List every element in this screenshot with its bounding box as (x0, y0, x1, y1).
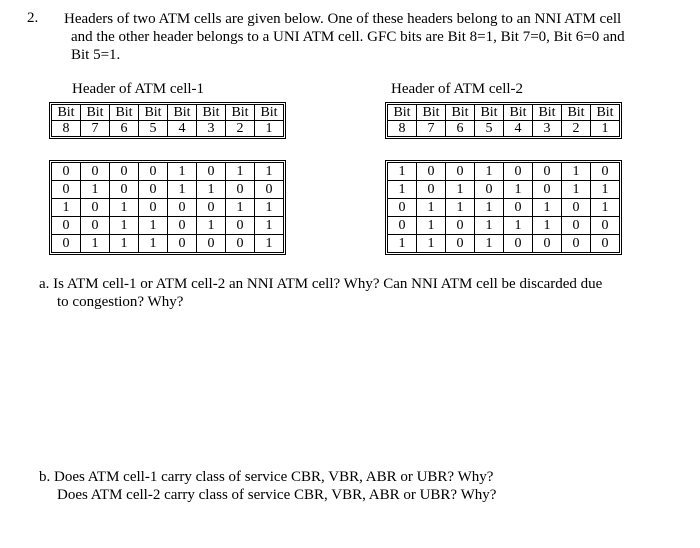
cell1-bit-cell: 1 (197, 217, 226, 235)
cell1-bit-header-table (51, 104, 284, 137)
cell1-header-bit-number: 2 (226, 121, 255, 137)
cell2-bit-cell: 0 (388, 217, 417, 235)
cell1-bit-cell: 0 (226, 181, 255, 199)
cell1-bit-cell: 1 (255, 199, 284, 217)
cell1-bit-cell: 0 (139, 199, 168, 217)
cell1-header-bit-label: Bit (197, 105, 226, 121)
cell1-header-bit-label: Bit (168, 105, 197, 121)
cell1-bit-cell: 0 (197, 199, 226, 217)
cell1-header-bit-number: 4 (168, 121, 197, 137)
cell2-bit-cell: 0 (504, 163, 533, 181)
cell2-bit-cell: 1 (446, 181, 475, 199)
intro-line-1: Headers of two ATM cells are given below. One of these headers belong to an NNI ATM cell (64, 11, 622, 27)
cell2-bit-cell: 1 (533, 217, 562, 235)
cell2-octet-row (388, 181, 620, 199)
cell1-bit-cell: 1 (81, 181, 110, 199)
cell2-header-top-row (388, 105, 620, 121)
cell2-header-bit-label: Bit (562, 105, 591, 121)
cell2-header-bit-label: Bit (475, 105, 504, 121)
question-intro (64, 10, 674, 64)
cell1-bit-cell: 1 (168, 163, 197, 181)
cell1-header-bit-label: Bit (110, 105, 139, 121)
cell2-bit-cell: 1 (446, 199, 475, 217)
cell2-caption: Header of ATM cell-2 (391, 81, 524, 97)
cell1-bit-cell: 1 (81, 235, 110, 253)
cell1-header-bit-label: Bit (226, 105, 255, 121)
cell2-header-bit-number: 5 (475, 121, 504, 137)
cell1-header-bit-number: 1 (255, 121, 284, 137)
cell1-bit-cell: 1 (255, 163, 284, 181)
cell1-bit-cell: 0 (168, 235, 197, 253)
cell1-caption: Header of ATM cell-1 (72, 81, 205, 97)
cell1-bit-cell: 0 (168, 217, 197, 235)
cell2-bit-cell: 1 (504, 217, 533, 235)
cell2-octet-row (388, 199, 620, 217)
cell2-bit-cell: 1 (591, 181, 620, 199)
cell1-header-bit-number: 6 (110, 121, 139, 137)
cell2-header-bit-number: 3 (533, 121, 562, 137)
cell2-header-bit-number: 8 (388, 121, 417, 137)
cell2-bit-cell: 0 (562, 217, 591, 235)
cell1-header-bottom-row (52, 121, 284, 137)
cell1-bit-cell: 0 (226, 217, 255, 235)
cell2-bit-cell: 0 (562, 235, 591, 253)
cell1-header-bit-number: 7 (81, 121, 110, 137)
cell1-bit-cell: 0 (168, 199, 197, 217)
cell2-header-bit-label: Bit (446, 105, 475, 121)
cell2-bit-cell: 0 (533, 163, 562, 181)
cell2-octet-row (388, 217, 620, 235)
cell2-header-bit-label: Bit (533, 105, 562, 121)
cell1-header-bit-number: 8 (52, 121, 81, 137)
cell1-header-bit-number: 5 (139, 121, 168, 137)
cell2-bit-cell: 1 (388, 181, 417, 199)
cell2-bit-cell: 0 (388, 199, 417, 217)
cell1-bit-cell: 0 (197, 235, 226, 253)
cell2-bit-cell: 0 (417, 181, 446, 199)
part-a-line-2: to congestion? Why? (57, 294, 184, 310)
cell2-bit-cell: 0 (504, 235, 533, 253)
cell1-bit-cell: 0 (52, 181, 81, 199)
cell2-header-bit-label: Bit (504, 105, 533, 121)
part-a-line-1: a. Is ATM cell-1 or ATM cell-2 an NNI ATM cell? Why? Can NNI ATM cell be discarded due (39, 276, 603, 292)
cell1-bit-cell: 1 (255, 217, 284, 235)
cell2-bit-cell: 1 (417, 217, 446, 235)
cell2-header-bit-number: 4 (504, 121, 533, 137)
cell2-bit-cell: 1 (562, 163, 591, 181)
cell2-bit-cell: 0 (533, 181, 562, 199)
cell1-octet-row (52, 163, 284, 181)
cell1-bit-cell: 0 (197, 163, 226, 181)
cell1-bit-cell: 1 (139, 217, 168, 235)
cell2-bit-cell: 1 (475, 163, 504, 181)
cell2-bit-cell: 0 (475, 181, 504, 199)
cell1-header-bit-label: Bit (139, 105, 168, 121)
cell2-bit-cell: 0 (504, 199, 533, 217)
cell1-header-bit-label: Bit (81, 105, 110, 121)
cell1-bit-cell: 0 (255, 181, 284, 199)
cell2-bit-cell: 1 (591, 199, 620, 217)
cell2-header-bit-number: 6 (446, 121, 475, 137)
cell2-bit-cell: 0 (591, 217, 620, 235)
cell1-bits-table (51, 162, 284, 253)
cell2-header-bottom-row (388, 121, 620, 137)
cell1-octet-row (52, 181, 284, 199)
cell2-bit-cell: 1 (388, 235, 417, 253)
cell1-bit-cell: 0 (110, 163, 139, 181)
cell2-header-bit-label: Bit (417, 105, 446, 121)
part-b-line-2: Does ATM cell-2 carry class of service CBR, VBR, ABR or UBR? Why? (57, 487, 497, 503)
cell2-octet-row (388, 163, 620, 181)
cell2-bit-cell: 1 (417, 235, 446, 253)
intro-line-2: and the other header belongs to a UNI ATM cell. GFC bits are Bit 8=1, Bit 7=0, Bit 6=0 and (71, 29, 625, 45)
cell1-bit-cell: 0 (52, 163, 81, 181)
cell1-bit-cell: 0 (226, 235, 255, 253)
cell2-bit-cell: 1 (475, 217, 504, 235)
cell1-octet-row (52, 199, 284, 217)
cell2-header-bit-label: Bit (591, 105, 620, 121)
cell2-bit-header-table (387, 104, 620, 137)
cell2-bit-cell: 0 (562, 199, 591, 217)
cell1-bit-cell: 0 (52, 235, 81, 253)
cell2-bit-cell: 0 (591, 235, 620, 253)
part-b-question (39, 468, 496, 504)
cell1-header-bit-number: 3 (197, 121, 226, 137)
cell1-bit-cell: 1 (110, 217, 139, 235)
cell2-bit-cell: 0 (446, 235, 475, 253)
cell2-bit-cell: 1 (562, 181, 591, 199)
cell2-header-bit-label: Bit (388, 105, 417, 121)
cell1-octet-row (52, 235, 284, 253)
cell1-bit-cell: 1 (197, 181, 226, 199)
cell2-bit-cell: 1 (475, 235, 504, 253)
cell1-bit-cell: 1 (226, 163, 255, 181)
cell2-bits-table (387, 162, 620, 253)
cell1-bit-cell: 0 (139, 181, 168, 199)
cell1-bit-cell: 1 (52, 199, 81, 217)
cell1-bit-cell: 0 (81, 199, 110, 217)
intro-line-3: Bit 5=1. (71, 47, 121, 63)
cell1-header-bit-label: Bit (52, 105, 81, 121)
cell1-bit-cell: 0 (52, 217, 81, 235)
cell2-octet-row (388, 235, 620, 253)
cell2-bit-cell: 1 (504, 181, 533, 199)
cell1-bit-cell: 0 (81, 217, 110, 235)
cell1-bit-cell: 1 (110, 199, 139, 217)
cell2-bit-cell: 0 (417, 163, 446, 181)
cell1-bit-cell: 1 (226, 199, 255, 217)
cell2-bit-cell: 0 (591, 163, 620, 181)
cell1-octet-row (52, 217, 284, 235)
cell2-bit-cell: 1 (475, 199, 504, 217)
cell1-bit-cell: 1 (110, 235, 139, 253)
cell2-bit-cell: 1 (533, 199, 562, 217)
cell1-bit-cell: 0 (139, 163, 168, 181)
cell2-header-bit-number: 7 (417, 121, 446, 137)
cell2-bit-cell: 0 (446, 217, 475, 235)
cell1-bit-cell: 1 (168, 181, 197, 199)
cell2-header-bit-number: 1 (591, 121, 620, 137)
cell2-bit-cell: 0 (533, 235, 562, 253)
part-b-line-1: b. Does ATM cell-1 carry class of service CBR, VBR, ABR or UBR? Why? (39, 469, 494, 485)
cell2-bit-cell: 1 (388, 163, 417, 181)
question-number: 2. (27, 10, 39, 26)
cell2-header-bit-number: 2 (562, 121, 591, 137)
cell1-bit-cell: 1 (255, 235, 284, 253)
cell1-header-top-row (52, 105, 284, 121)
cell1-bit-cell: 1 (139, 235, 168, 253)
cell1-bit-cell: 0 (110, 181, 139, 199)
cell1-header-bit-label: Bit (255, 105, 284, 121)
cell2-bit-cell: 0 (446, 163, 475, 181)
part-a-question (39, 275, 602, 311)
cell1-bit-cell: 0 (81, 163, 110, 181)
cell2-bit-cell: 1 (417, 199, 446, 217)
